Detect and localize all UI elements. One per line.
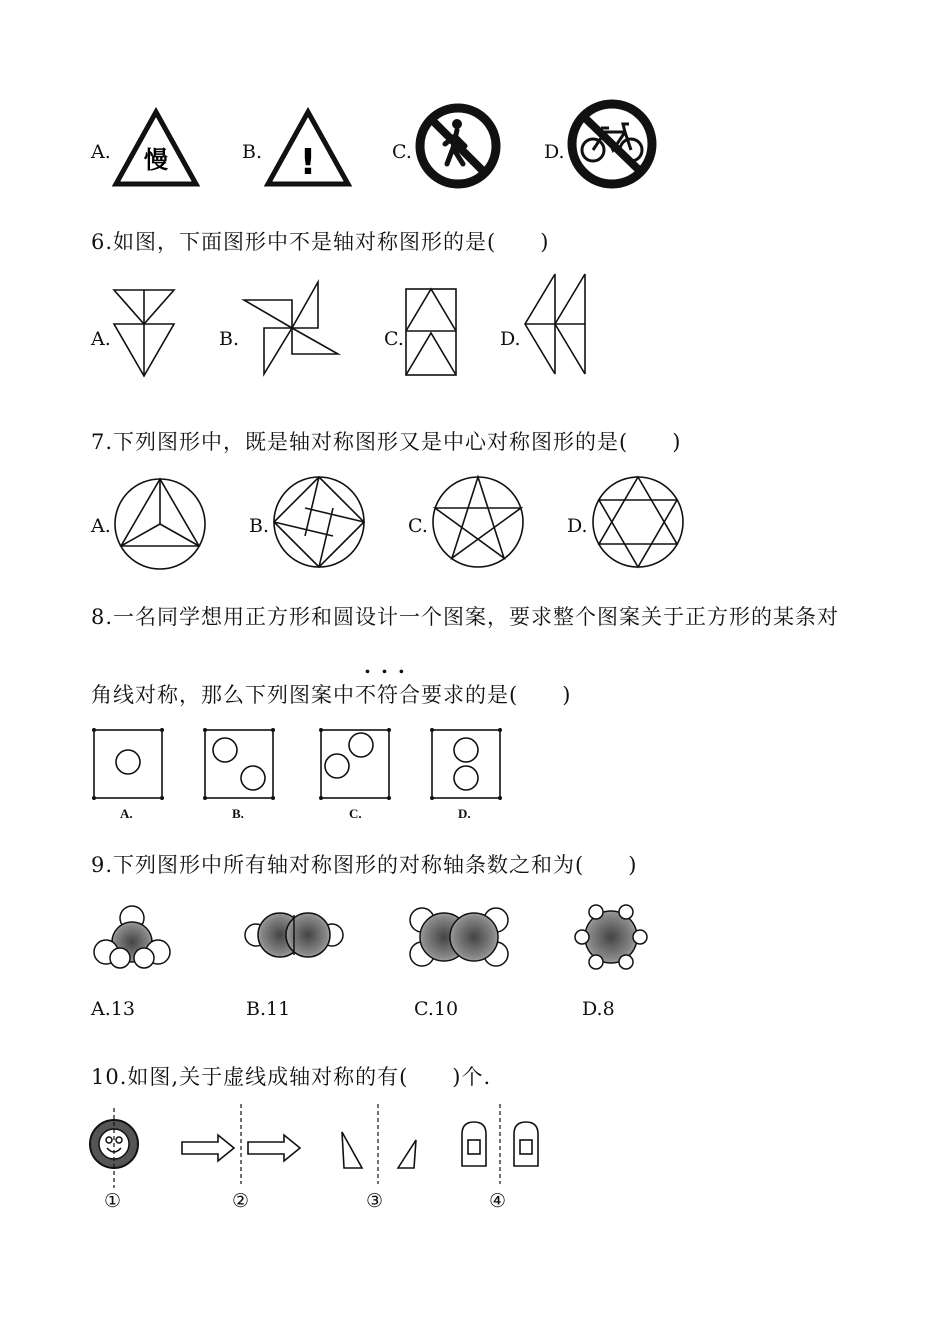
q7-option-c-label: C.	[408, 515, 428, 537]
question-7-text: 7.下列图形中，既是轴对称图形又是中心对称图形的是( )	[91, 430, 682, 454]
q6-figure-b-pinwheel	[240, 278, 340, 378]
q8-option-b-label: B.	[232, 806, 244, 821]
q9-molecule-a	[90, 904, 174, 970]
warning-sign-char: !	[299, 142, 317, 183]
q5-option-a-label: A.	[91, 141, 111, 163]
no-pedestrian-sign-icon	[413, 102, 503, 192]
q9-option-a: A.13	[91, 998, 135, 1020]
q7-figure-c-star	[430, 474, 526, 570]
q8-option-a-label: A.	[120, 806, 133, 821]
q8-figure-a	[92, 728, 164, 800]
q6-figure-c	[404, 287, 460, 379]
emphasis-dots: ...	[364, 654, 415, 678]
q10-label-4: ④	[489, 1190, 507, 1212]
q10-figure-2-arrows	[178, 1104, 304, 1184]
q9-option-c: C.10	[414, 998, 459, 1020]
q10-label-1: ①	[104, 1190, 122, 1212]
q7-figure-d-hexagram	[590, 474, 686, 570]
q5-option-c-label: C.	[392, 141, 412, 163]
q10-figure-4-tabs	[454, 1104, 546, 1184]
q5-option-b-label: B.	[242, 141, 263, 163]
q10-figure-1-face	[88, 1108, 148, 1188]
q10-figure-3-triangles	[336, 1104, 422, 1184]
q6-option-b-label: B.	[219, 328, 240, 350]
q6-option-c-label: C.	[384, 328, 404, 350]
question-6-text: 6.如图，下面图形中不是轴对称图形的是( )	[91, 230, 550, 254]
q6-figure-d	[521, 272, 591, 378]
q7-option-d-label: D.	[567, 515, 588, 537]
q7-figure-a	[113, 476, 209, 572]
q9-molecule-b	[242, 910, 346, 960]
question-10-text: 10.如图,关于虚线成轴对称的有( )个.	[91, 1065, 492, 1089]
q10-label-2: ②	[232, 1190, 250, 1212]
q8-figure-b	[203, 728, 275, 800]
q9-molecule-c	[406, 904, 512, 970]
q7-figure-b	[271, 474, 367, 570]
q8-figure-d	[430, 728, 502, 800]
q10-label-3: ③	[366, 1190, 384, 1212]
slow-sign-icon	[112, 108, 200, 188]
q9-molecule-d	[572, 904, 650, 970]
slow-sign-char: 慢	[144, 146, 168, 174]
q7-option-a-label: A.	[91, 515, 111, 537]
q5-option-d-label: D.	[544, 141, 565, 163]
question-9-text: 9.下列图形中所有轴对称图形的对称轴条数之和为( )	[91, 853, 638, 877]
q8-figure-c	[319, 728, 391, 800]
q8-option-d-label: D.	[458, 806, 471, 821]
no-bicycle-sign-icon	[565, 98, 661, 192]
q6-figure-a	[112, 288, 178, 380]
q9-option-d: D.8	[582, 998, 615, 1020]
q7-option-b-label: B.	[249, 515, 270, 537]
warning-sign-icon	[264, 108, 352, 188]
question-8-line2: 角线对称，那么下列图案中不符合要求的是( )	[91, 683, 572, 707]
question-8-line1: 8.一名同学想用正方形和圆设计一个图案，要求整个图案关于正方形的某条对	[91, 605, 840, 629]
q8-option-c-label: C.	[349, 806, 362, 821]
q6-option-a-label: A.	[91, 328, 111, 350]
q9-option-b: B.11	[246, 998, 291, 1020]
q6-option-d-label: D.	[500, 328, 521, 350]
